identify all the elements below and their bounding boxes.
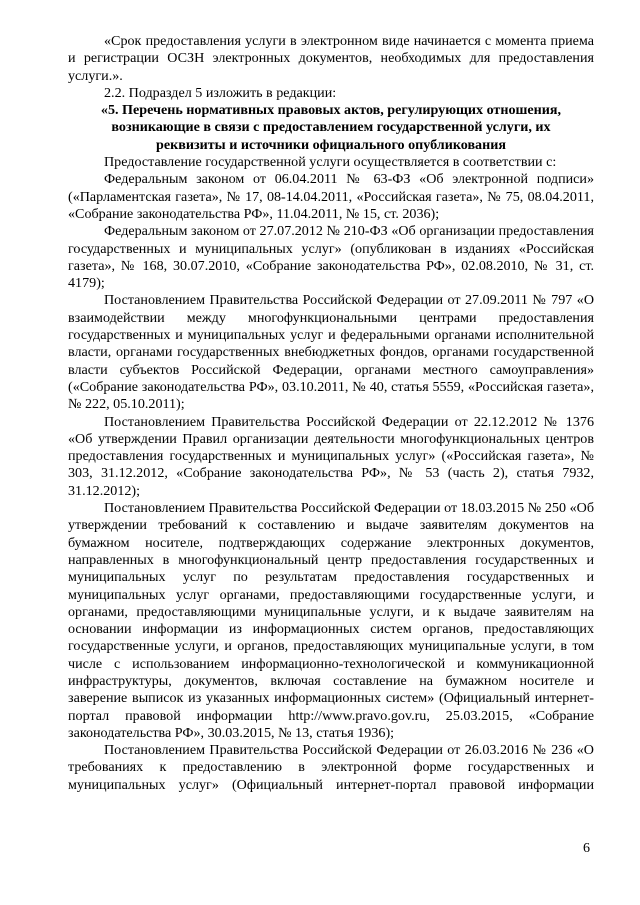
heading-open-quote: «	[100, 102, 108, 119]
page-number: 6	[583, 841, 590, 856]
paragraph-intro: Предоставление государственной услуги осуществляется в соответствии с:	[104, 154, 557, 171]
document-page	[68, 33, 594, 794]
paragraph-decree-797: Постановлением Правительства Российской Федерации от 27.09.2011 № 797 «О взаимодействии между многофункциональными центрами предоставления государственных и муниципальных услуг и федеральными органами исполнительной власти, органами государственных внебюджетных фондов, органами государственной власти субъектов Российской Федерации, органами местного самоуправления» («Собрание законодательства РФ», 03.10.2011, № 40, статья 5559, «Российская газета», № 222, 05.10.2011);	[68, 292, 594, 413]
heading-text: 5. Перечень нормативных правовых актов, регулирующих отношения, возникающие в связи с предоставлением государственной услуги, их реквизиты и источники официального опубликования	[107, 102, 562, 153]
paragraph-decree-250: Постановлением Правительства Российской Федерации от 18.03.2015 № 250 «Об утверждении требований к составлению и выдаче заявителям документов на бумажном носителе, подтверждающих содержание электронных документов, направленных в многофункциональный центр предоставления государственных и муниципальных услуг по результатам предоставления государственных и муниципальных услуг органами, предоставляющими государственные услуги, и органами, предоставляющими муниципальные услуги, и к выдаче заявителям на основании информации из информационных систем органов, предоставляющих государственные услуги, и органов, предоставляющих муниципальные услуги, в том числе с использованием информационно-технологической и коммуникационной инфраструктуры, документов, включая составление на бумажном носителе и заверение выписок из указанных информационных систем» (Официальный интернет-портал правовой информации http://www.pravo.gov.ru, 25.03.2015, «Собрание законодательства РФ», 30.03.2015, № 13, статья 1936);	[68, 500, 594, 741]
paragraph-decree-1376: Постановлением Правительства Российской Федерации от 22.12.2012 № 1376 «Об утверждении Правил организации деятельности многофункциональных центров предоставления государственных и муниципальных услуг» («Российская газета», № 303, 31.12.2012, «Собрание законодательства РФ», № 53 (часть 2), статья 7932, 31.12.2012);	[68, 413, 594, 499]
section-heading	[68, 102, 594, 154]
paragraph-service-term: «Срок предоставления услуги в электронном виде начинается с момента приема и регистрации ОСЗН электронных документов, необходимых для предоставления услуги.».	[68, 33, 594, 84]
paragraph-law-63fz: Федеральным законом от 06.04.2011 № 63-ФЗ «Об электронной подписи» («Парламентская газета», № 17, 08-14.04.2011, «Российская газета», № 75, 08.04.2011, «Собрание законодательства РФ», 11.04.2011, № 15, ст. 2036);	[68, 171, 594, 222]
paragraph-decree-236: Постановлением Правительства Российской Федерации от 26.03.2016 № 236 «О требованиях к предоставлению в электронной форме государственных и муниципальных услуг» (Официальный интернет-портал правовой информации	[68, 742, 594, 793]
paragraph-subsection-edit: 2.2. Подраздел 5 изложить в редакции:	[104, 84, 337, 101]
paragraph-law-210fz: Федеральным законом от 27.07.2012 № 210-ФЗ «Об организации предоставления государственных и муниципальных услуг» (опубликован в изданиях «Российская газета», № 168, 30.07.2010, «Собрание законодательства РФ», 02.08.2010, № 31, ст. 4179);	[68, 223, 594, 292]
